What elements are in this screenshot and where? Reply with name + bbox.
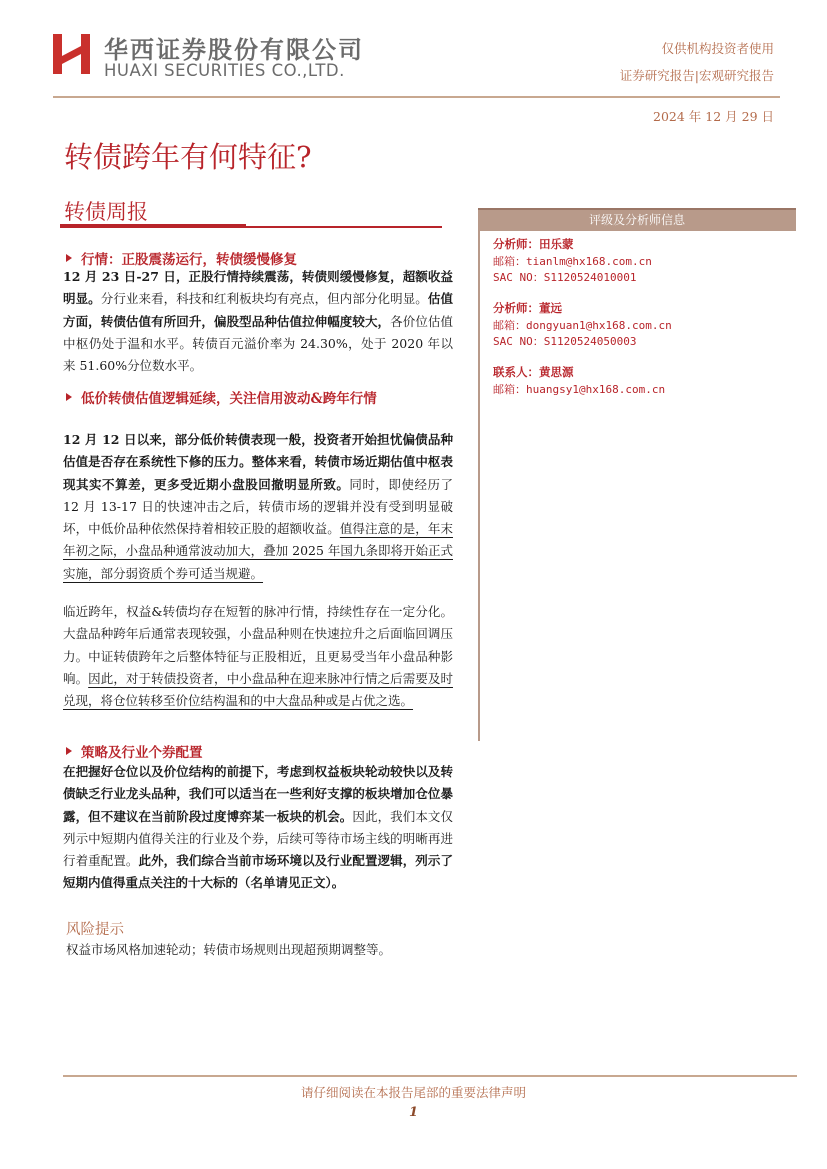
footer-divider: [63, 1075, 797, 1077]
section-body-valuation-2: 临近跨年，权益&转债均存在短暂的脉冲行情，持续性存在一定分化。大盘品种跨年后通常表现较强，小盘品种则在快速拉升之后面临回调压力。中证转债跨年之后整体特征与正股相近，且更易受当年小盘品种影响。因此，对于转债投资者，中小盘品种在迎来脉冲行情之后需要及时兑现，将仓位转移至价位结构温和的中大盘品种或是占优之选。: [63, 604, 453, 709]
company-name-cn: 华西证券股份有限公司: [104, 36, 364, 64]
triangle-bullet-icon: [66, 254, 72, 262]
risk-heading: 风险提示: [66, 922, 124, 938]
section-heading-market: 行情：正股震荡运行，转债缓慢修复: [66, 248, 297, 268]
subtitle-rule: [246, 226, 442, 228]
analyst-sac: SAC NO：S1120524050003: [493, 335, 637, 348]
audience-note: 仅供机构投资者使用: [661, 41, 774, 56]
section-body-strategy: 在把握好仓位以及价位结构的前提下，考虑到权益板块轮动较快以及转债缺乏行业龙头品种，我们可以适当在一些利好支撑的板块增加仓位暴露，但不建议在当前阶段过度博弈某一板块的机会。因此，我们本文仅列示中短期内值得关注的行业及个券，后续可等待市场主线的明晰再进行着重配置。此外，我们综合当前市场环境以及行业配置逻辑，列示了短期内值得重点关注的十大标的（名单请见正文）。: [63, 764, 453, 891]
contact-email[interactable]: 邮箱：huangsy1@hx168.com.cn: [493, 383, 666, 396]
subtitle-underline: [60, 224, 246, 228]
analyst-sac: SAC NO：S1120524010001: [493, 271, 637, 284]
section-body-market: 12 月 23 日-27 日，正股行情持续震荡，转债则缓慢修复，超额收益明显。分行业来看，科技和红利板块均有亮点，但内部分化明显。估值方面，转债估值有所回升，偏股型品种估值拉伸幅度较大，各价位估值中枢仍处于温和水平。转债百元溢价率为 24.30%，处于 2020 年以来 51.60%分位数水平。: [63, 269, 453, 374]
triangle-bullet-icon: [66, 747, 72, 755]
report-type: 证券研究报告|宏观研究报告: [619, 68, 774, 83]
analyst-name: 分析师：田乐蒙: [493, 237, 574, 251]
page-number: 1: [408, 1105, 419, 1120]
analyst-email[interactable]: 邮箱：dongyuan1@hx168.com.cn: [493, 319, 672, 332]
analyst-panel-header: 评级及分析师信息: [478, 208, 796, 231]
section-heading-strategy: 策略及行业个券配置: [66, 741, 203, 761]
report-title: 转债跨年有何特征?: [64, 140, 312, 174]
analyst-email[interactable]: 邮箱：tianlm@hx168.com.cn: [493, 255, 652, 268]
report-date: 2024 年 12 月 29 日: [653, 109, 774, 124]
section-body-valuation-1: 12 月 12 日以来，部分低价转债表现一般，投资者开始担忧偏债品种估值是否存在系统性下修的压力。整体来看，转债市场近期估值中枢表现其实不算差，更多受近期小盘股回撤明显所致。同时，即使经历了 12 月 13-17 日的快速冲击之后，转债市场的逻辑并没有受到明显破坏，中低价品种依然保持着相较正股的超额收益。值得注意的是，年末年初之际，小盘品种通常波动加大，叠加 2025 年国九条即将开始正式实施，部分弱资质个券可适当规避。: [63, 432, 453, 581]
analyst-name: 分析师：董远: [493, 301, 562, 315]
header-divider: [53, 96, 780, 98]
company-name-en: HUAXI SECURITIES CO.,LTD.: [104, 61, 345, 80]
triangle-bullet-icon: [66, 393, 72, 401]
section-heading-valuation: 低价转债估值逻辑延续，关注信用波动&跨年行情: [66, 387, 377, 407]
huaxi-logo-icon: [53, 32, 93, 76]
risk-text: 权益市场风格加速轮动；转债市场规则出现超预期调整等。: [66, 942, 392, 957]
analyst-panel-border: [478, 229, 480, 741]
legal-notice: 请仔细阅读在本报告尾部的重要法律声明: [300, 1085, 526, 1100]
contact-name: 联系人：黄思源: [493, 365, 574, 379]
report-subtitle: 转债周报: [64, 200, 148, 224]
